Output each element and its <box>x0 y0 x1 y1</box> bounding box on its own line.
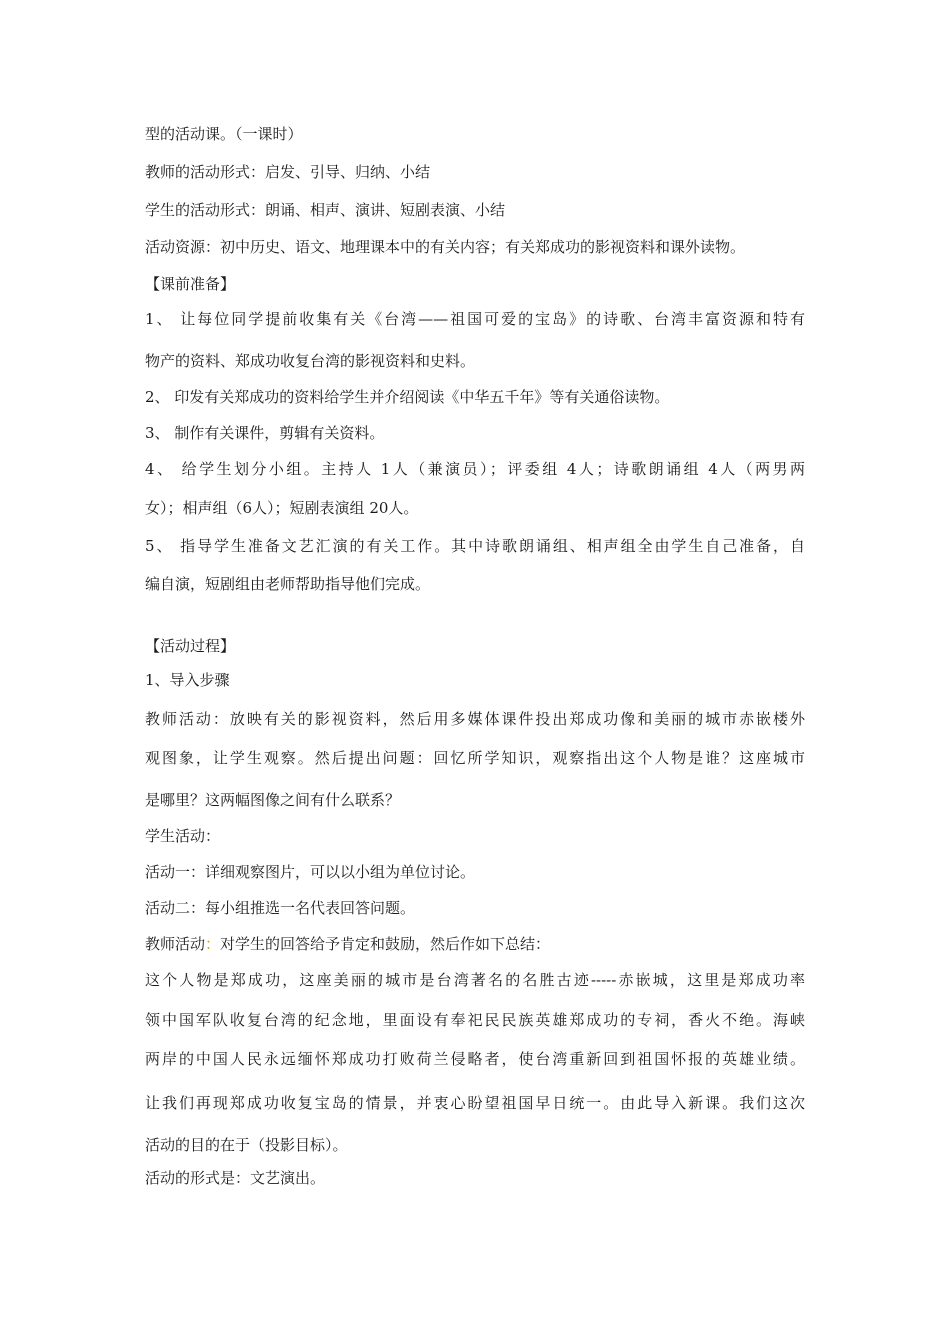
text-line: 1、 让每位同学提前收集有关《台湾——祖国可爱的宝岛》的诗歌、台湾丰富资源和特有 <box>145 310 805 328</box>
colored-colon: ： <box>205 935 221 953</box>
section-heading: 【活动过程】 <box>145 637 236 655</box>
text-line: 活动的形式是：文艺演出。 <box>145 1169 326 1187</box>
text-line: 这个人物是郑成功，这座美丽的城市是台湾著名的名胜古迹-----赤嵌城，这里是郑成功率 <box>145 971 805 989</box>
text-line: 学生活动： <box>145 827 221 845</box>
text-line: 编自演，短剧组由老师帮助指导他们完成。 <box>145 575 431 593</box>
section-heading: 【课前准备】 <box>145 275 236 293</box>
text-line: 两岸的中国人民永远缅怀郑成功打败荷兰侵略者，使台湾重新回到祖国怀报的英雄业绩。 <box>145 1050 805 1068</box>
text-line: 是哪里？这两幅图像之间有什么联系？ <box>145 791 401 809</box>
text-line: 活动二：每小组推选一名代表回答问题。 <box>145 899 416 917</box>
text-line <box>145 934 550 954</box>
text-line: 活动的目的在于（投影目标）。 <box>145 1136 348 1154</box>
text-line: 1、导入步骤 <box>145 671 230 689</box>
text-line: 4、 给学生划分小组。主持人 1人（兼演员）；评委组 4人；诗歌朗诵组 4人（两男两 <box>145 460 805 478</box>
text-segment: 教师活动 <box>145 935 206 953</box>
text-line: 教师的活动形式：启发、引导、归纳、小结 <box>145 163 431 181</box>
text-line: 教师活动：放映有关的影视资料，然后用多媒体课件投出郑成功像和美丽的城市赤嵌楼外 <box>145 710 805 728</box>
text-line: 让我们再现郑成功收复宝岛的情景，并衷心盼望祖国早日统一。由此导入新课。我们这次 <box>145 1094 805 1112</box>
text-line: 学生的活动形式：朗诵、相声、演讲、短剧表演、小结 <box>145 201 506 219</box>
text-line: 3、 制作有关课件，剪辑有关资料。 <box>145 424 385 442</box>
text-line: 活动一：详细观察图片，可以以小组为单位讨论。 <box>145 863 476 881</box>
text-line: 2、 印发有关郑成功的资料给学生并介绍阅读《中华五千年》等有关通俗读物。 <box>145 388 670 406</box>
text-line: 物产的资料、郑成功收复台湾的影视资料和史料。 <box>145 352 476 370</box>
text-line: 活动资源：初中历史、语文、地理课本中的有关内容；有关郑成功的影视资料和课外读物。 <box>145 238 746 256</box>
text-line: 女）；相声组（6人）；短剧表演组 20人。 <box>145 499 419 517</box>
text-line: 5、 指导学生准备文艺汇演的有关工作。其中诗歌朗诵组、相声组全由学生自己准备，自 <box>145 537 805 555</box>
text-line: 型的活动课。（一课时） <box>145 125 303 143</box>
text-line: 观图象，让学生观察。然后提出问题：回忆所学知识，观察指出这个人物是谁？这座城市 <box>145 749 805 767</box>
text-segment: 对学生的回答给予肯定和鼓励，然后作如下总结： <box>220 935 551 953</box>
text-line: 领中国军队收复台湾的纪念地，里面设有奉祀民民族英雄郑成功的专祠，香火不绝。海峡 <box>145 1011 805 1029</box>
